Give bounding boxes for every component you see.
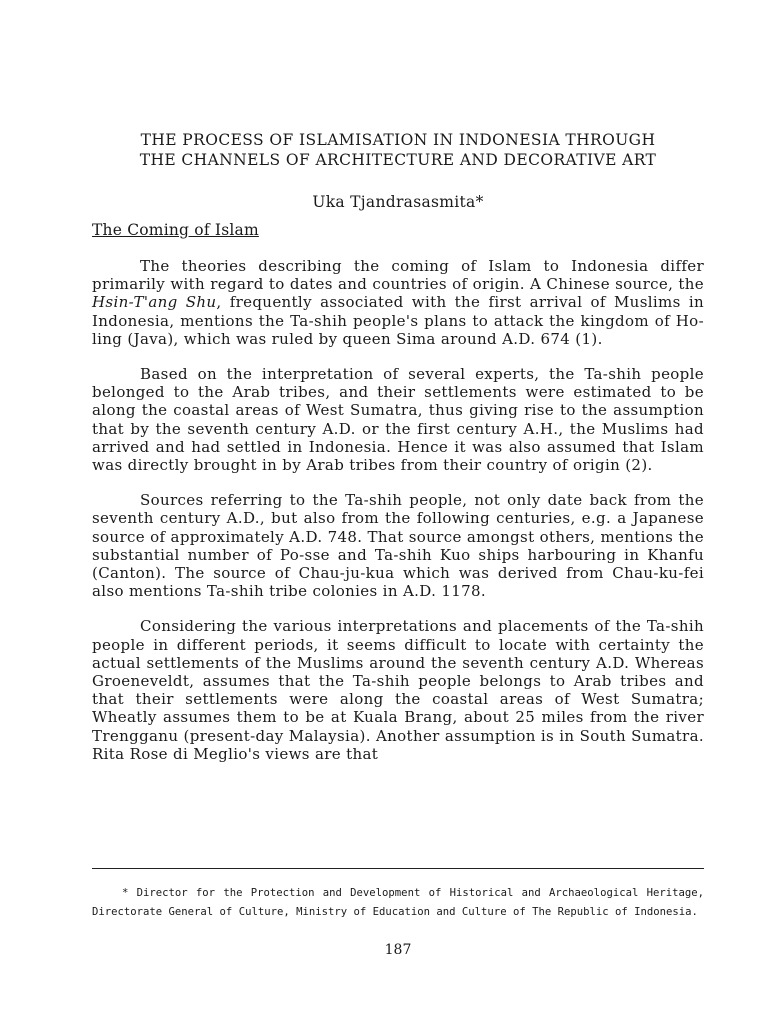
section-heading: The Coming of Islam	[92, 221, 259, 239]
title-line-1: THE PROCESS OF ISLAMISATION IN INDONESIA THROUGH	[140, 131, 656, 149]
page-number: 187	[384, 942, 412, 958]
italic-source-title: Hsin-T'ang Shu	[92, 293, 217, 312]
article-title	[92, 130, 704, 170]
footnote	[92, 884, 704, 922]
paragraph-3: Sources referring to the Ta-shih people, not only date back from the seventh century A.D., but also from the following centuries, e.g. a Japanese source of approximately A.D. 748. That source amongst others, mentions the substantial number of Po-sse and Ta-shih Kuo ships harbouring in Khanfu (Canton). The source of Chau-ju-kua which was derived from Chau-ku-fei also mentions Ta-shih tribe colonies in A.D. 1178.	[92, 491, 704, 601]
footnote-divider	[92, 868, 704, 869]
body-text	[92, 257, 704, 780]
paragraph-2: Based on the interpretation of several experts, the Ta-shih people belonged to the Arab tribes, and their settlements were estimated to be along the coastal areas of West Sumatra, thus giving rise to the assumption that by the seventh century A.D. or the first century A.H., the Muslims had arrived and had settled in Indonesia. Hence it was also assumed that Islam was directly brought in by Arab tribes from their country of origin (2).	[92, 365, 704, 475]
paragraph-4: Considering the various interpretations and placements of the Ta-shih people in different periods, it seems difficult to locate with certainty the actual settlements of the Muslims around the seventh century A.D. Whereas Groeneveldt, assumes that the Ta-shih people belongs to Arab tribes and that their settlements were along the coastal areas of West Sumatra; Wheatly assumes them to be at Kuala Brang, about 25 miles from the river Trengganu (present-day Malaysia). Another assumption is in South Sumatra. Rita Rose di Meglio's views are that	[92, 617, 704, 763]
title-line-2: THE CHANNELS OF ARCHITECTURE AND DECORATIVE ART	[139, 151, 657, 169]
footnote-text: * Director for the Protection and Development of Historical and Archaeological Heritage, Directorate General of Culture, Ministry of Education and Culture of The Republic of Indonesia.	[92, 887, 704, 918]
paragraph-1: The theories describing the coming of Islam to Indonesia differ primarily with regard to dates and countries of origin. A Chinese source, the Hsin-T'ang Shu, frequently associated with the first arrival of Muslims in Indonesia, mentions the Ta-shih people's plans to attack the kingdom of Ho-ling (Java), which was ruled by queen Sima around A.D. 674 (1).	[92, 257, 704, 348]
author-name: Uka Tjandrasasmita*	[312, 193, 484, 211]
